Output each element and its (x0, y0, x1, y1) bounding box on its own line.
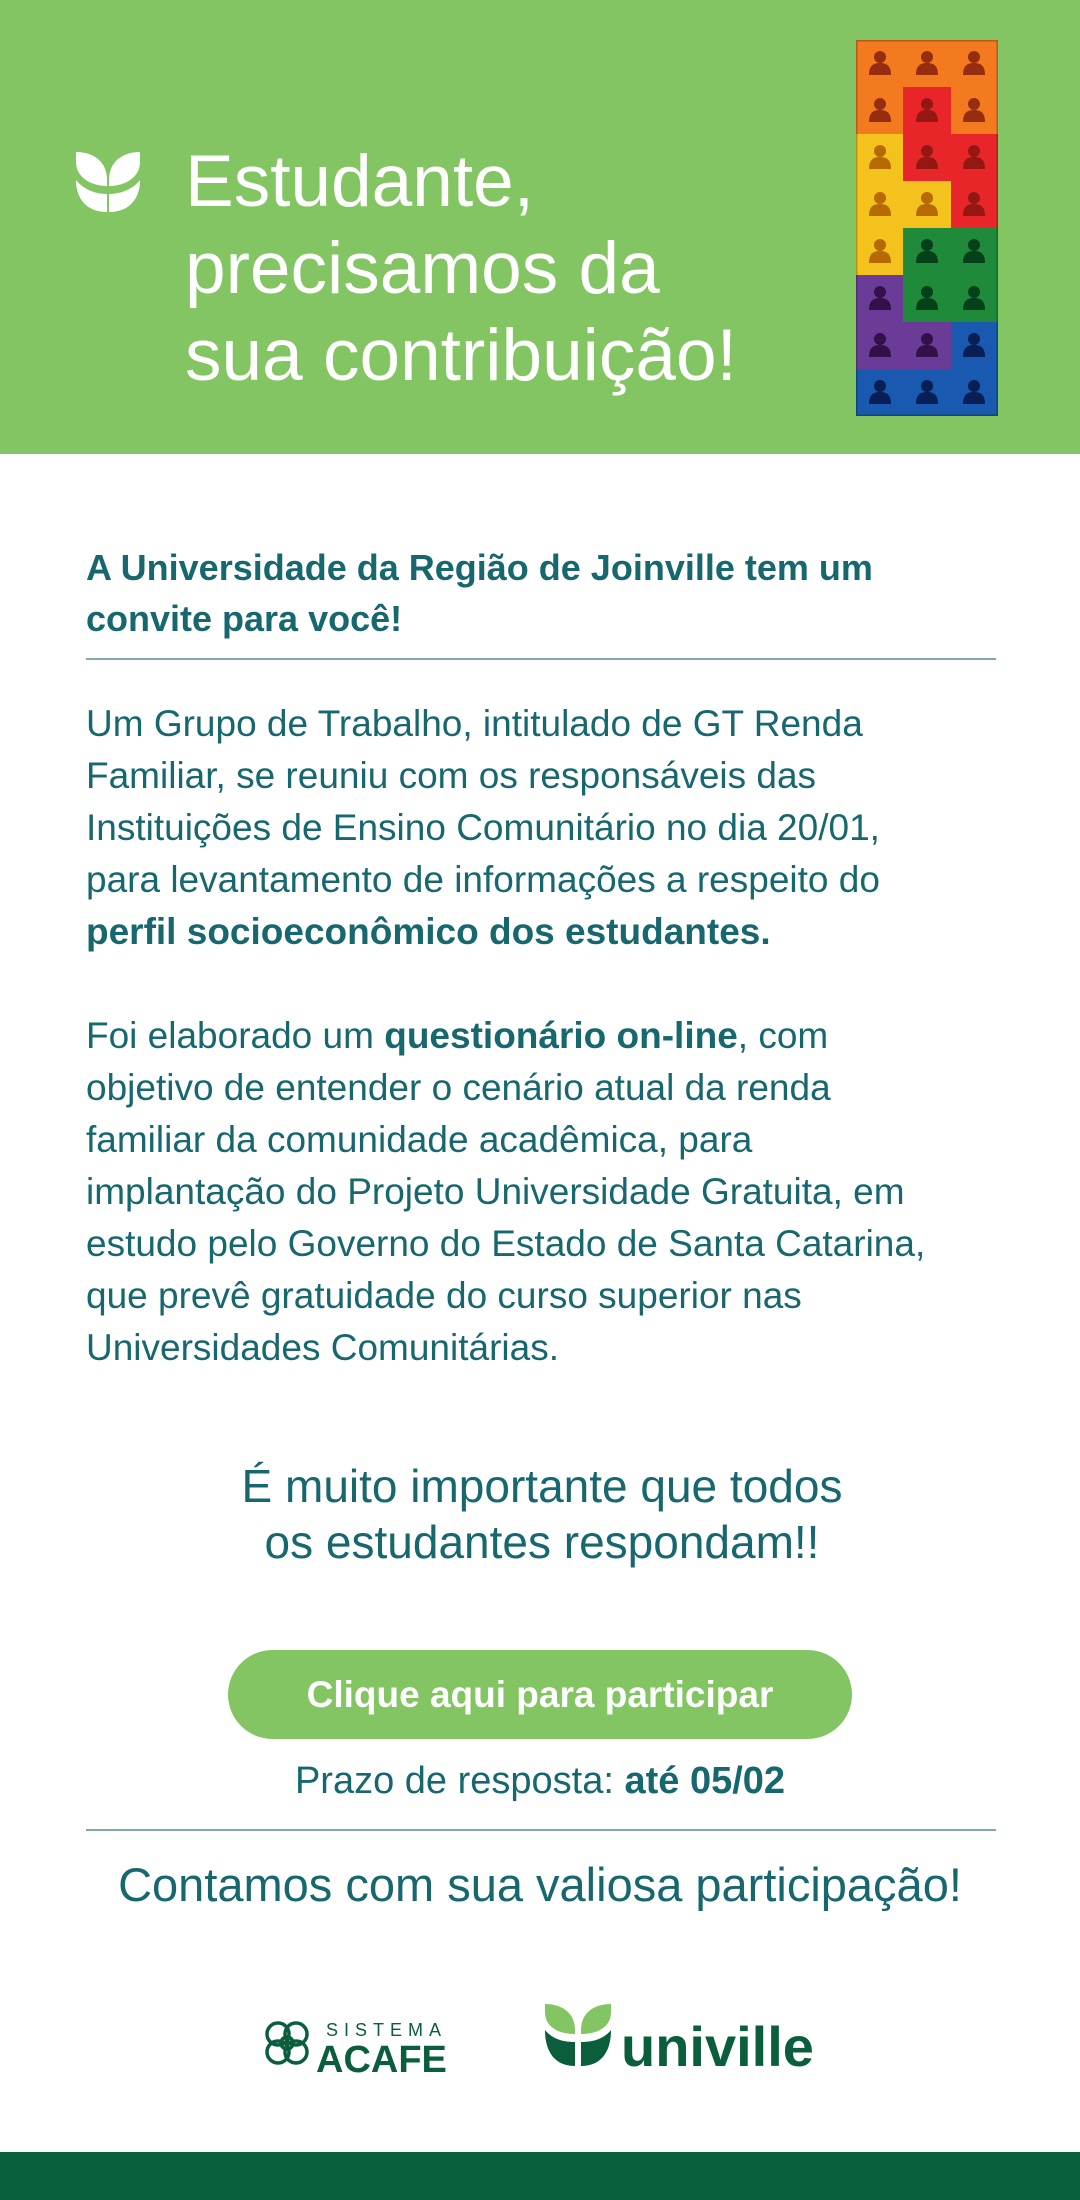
footer-bar (0, 2152, 1080, 2200)
univille-logo (543, 2002, 823, 2082)
paragraph-line: Familiar, se reuniu com os responsáveis das (86, 755, 817, 796)
paragraph-line: Um Grupo de Trabalho, intitulado de GT Renda (86, 703, 863, 744)
invite-heading (86, 542, 998, 644)
deadline-value: até 05/02 (624, 1760, 786, 1802)
important-line-2: os estudantes respondam!! (264, 1516, 820, 1568)
acafe-bottom-text: ACAFE (316, 2039, 447, 2081)
closing-message: Contamos com sua valiosa participação! (118, 1858, 962, 1911)
paragraph-gt-renda (86, 698, 998, 958)
divider (86, 658, 996, 660)
paragraph-line: familiar da comunidade acadêmica, para (86, 1119, 753, 1160)
divider (86, 1829, 996, 1831)
logos-row (0, 2000, 1080, 2090)
headline-line-1: Estudante, (185, 141, 535, 222)
headline-line-3: sua contribuição! (185, 315, 737, 396)
acafe-top-text: SISTEMA (326, 2020, 448, 2040)
deadline-label: Prazo de resposta: (294, 1760, 625, 1802)
important-message (86, 1458, 998, 1570)
deadline-text (0, 1756, 1080, 1806)
paragraph-line (86, 1010, 998, 1062)
leaf-icon (74, 150, 142, 214)
questionario-bold: questionário on-line (384, 1015, 738, 1056)
paragraph-line: Universidades Comunitárias. (86, 1327, 559, 1368)
paragraph-questionario (86, 1010, 998, 1374)
univille-wordmark: univille (621, 2015, 814, 2078)
paragraph-bold-line: perfil socioeconômico dos estudantes. (86, 911, 771, 952)
paragraph-text: Foi elaborado um (86, 1015, 385, 1056)
invite-line-1: A Universidade da Região de Joinville tem um (86, 547, 873, 588)
paragraph-text: , com (737, 1015, 829, 1056)
paragraph-line: estudo pelo Governo do Estado de Santa Catarina, (86, 1223, 926, 1264)
important-line-1: É muito importante que todos (241, 1460, 843, 1512)
paragraph-line: Instituições de Ensino Comunitário no dia 20/01, (86, 807, 880, 848)
paragraph-line: implantação do Projeto Universidade Gratuita, em (86, 1171, 905, 1212)
paragraph-line: para levantamento de informações a respeito do (86, 859, 880, 900)
headline-line-2: precisamos da (185, 228, 660, 309)
people-blocks-image (856, 40, 998, 416)
paragraph-line: que prevê gratuidade do curso superior nas (86, 1275, 802, 1316)
acafe-logo (258, 2012, 478, 2082)
header-banner (0, 0, 1080, 454)
invite-line-2: convite para você! (86, 598, 403, 639)
paragraph-line: objetivo de entender o cenário atual da renda (86, 1067, 831, 1108)
participate-button[interactable]: Clique aqui para participar (228, 1650, 852, 1739)
headline (185, 138, 825, 399)
